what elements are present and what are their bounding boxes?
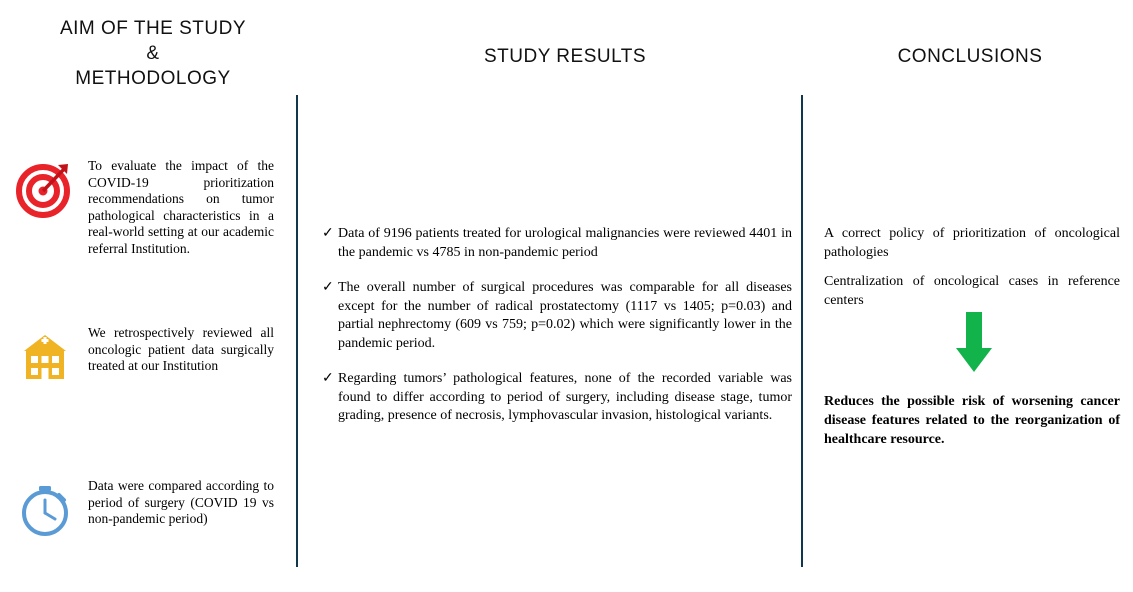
aim-item-institution bbox=[14, 325, 274, 387]
stopwatch-icon bbox=[14, 478, 76, 540]
list-item bbox=[322, 279, 792, 353]
column-heading-conclusions: CONCLUSIONS bbox=[897, 46, 1043, 67]
aim-item-comparison bbox=[14, 478, 274, 540]
heading-aim-line-2: & bbox=[146, 43, 160, 64]
aim-item-objective bbox=[14, 158, 274, 257]
results-bullet-text-3: Regarding tumors’ pathological features, none of the recorded variable was found to differ according to period of surgery, including disease stage, tumor grading, presence of necrosis, lymphovascular invasion, histological variants. bbox=[338, 371, 792, 423]
column-heading-aim bbox=[30, 16, 276, 91]
hospital-icon bbox=[14, 325, 76, 387]
results-bullet-text-1: Data of 9196 patients treated for urological malignancies were reviewed 4401 in the pandemic vs 4785 in non-pandemic period bbox=[338, 226, 792, 260]
conclusion-point-2: Centralization of oncological cases in reference centers bbox=[824, 274, 1120, 308]
list-item bbox=[322, 370, 792, 426]
conclusion-final-statement: Reduces the possible risk of worsening cancer disease features related to the reorganization of healthcare resource. bbox=[824, 394, 1120, 447]
checkmark-icon: ✓ bbox=[322, 226, 334, 241]
checkmark-icon: ✓ bbox=[322, 371, 334, 386]
down-arrow-icon bbox=[952, 312, 996, 374]
aim-item-comparison-text: Data were compared according to period of surgery (COVID 19 vs non-pandemic period) bbox=[88, 478, 274, 526]
heading-aim-line-3: METHODOLOGY bbox=[75, 68, 231, 89]
aim-item-objective-text: To evaluate the impact of the COVID-19 prioritization recommendations on tumor pathological characteristics in a real-world setting at our academic referral Institution. bbox=[88, 158, 274, 256]
checkmark-icon: ✓ bbox=[322, 280, 334, 295]
results-bullet-text-2: The overall number of surgical procedures was comparable for all diseases except for the number of radical prostatectomy (1117 vs 1405; p=0.03) and partial nephrectomy (609 vs 759; p=0.02) which were significantly lower in the pandemic period. bbox=[338, 280, 792, 351]
column-heading-results: STUDY RESULTS bbox=[483, 46, 647, 67]
divider-right bbox=[801, 95, 803, 567]
target-icon bbox=[14, 158, 76, 220]
aim-item-institution-text: We retrospectively reviewed all oncologic patient data surgically treated at our Institution bbox=[88, 325, 274, 373]
conclusion-point-1: A correct policy of prioritization of oncological pathologies bbox=[824, 226, 1120, 260]
divider-left bbox=[296, 95, 298, 567]
heading-aim-line-1: AIM OF THE STUDY bbox=[59, 18, 247, 39]
list-item bbox=[322, 225, 792, 262]
results-bullet-list bbox=[322, 225, 792, 443]
